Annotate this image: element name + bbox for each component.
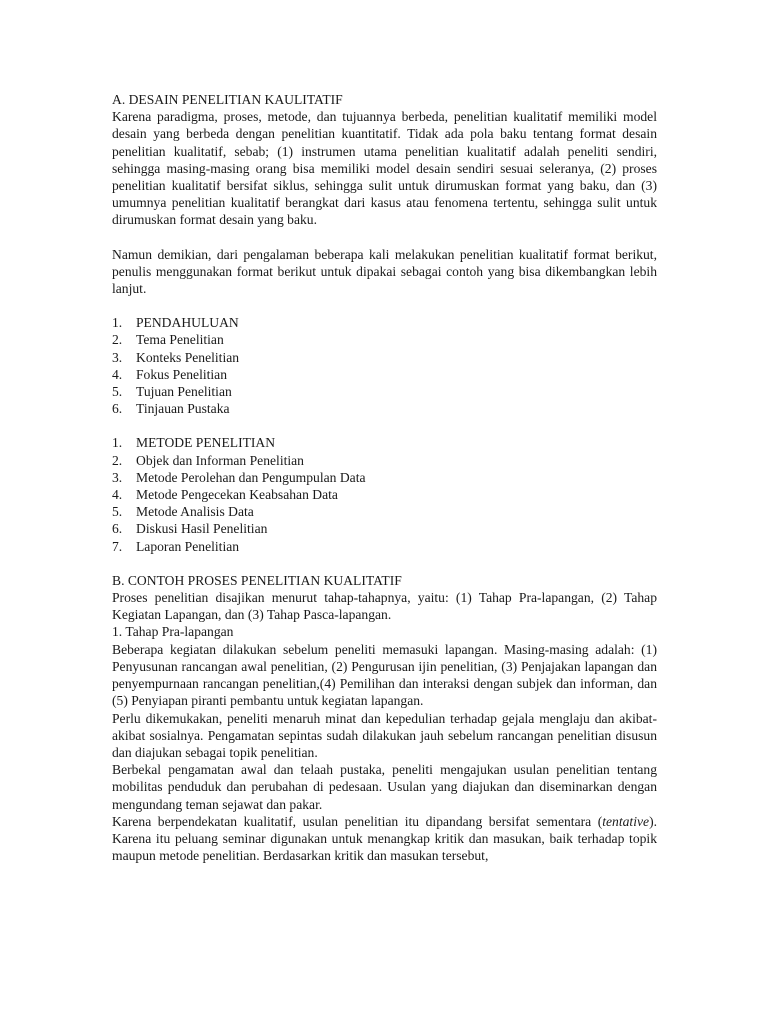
list-item (112, 538, 657, 555)
spacer (112, 297, 657, 314)
list-item-text: Konteks Penelitian (136, 349, 240, 365)
list-item-number: 5. (112, 504, 123, 520)
list-item-number: 2. (112, 332, 123, 348)
section-b-paragraph-3: Berbekal pengamatan awal dan telaah pustaka, peneliti mengajukan usulan penelitian tentang mobilitas penduduk dan perubahan di pedesaan. Usulan yang diajukan dan diseminarkan dengan mengundang teman sejawat dan pakar. (112, 762, 657, 812)
list-item-number: 1. (112, 435, 123, 451)
list-item-text: Diskusi Hasil Penelitian (136, 521, 268, 537)
section-b-paragraph-2: Perlu dikemukakan, peneliti menaruh minat dan kepedulian terhadap gejala menglaju dan akibat-akibat sosialnya. Pengamatan sepintas sudah dilakukan jauh sebelum rancangan penelitian disusun dan diajukan sebagai topik penelitian. (112, 710, 657, 760)
list-item (112, 349, 657, 366)
list-item-text: Tema Penelitian (136, 332, 224, 348)
list-item (112, 383, 657, 400)
section-b-heading: B. CONTOH PROSES PENELITIAN KUALITATIF (112, 572, 402, 588)
list-item-number: 4. (112, 366, 123, 382)
section-a-heading: A. DESAIN PENELITIAN KAULITATIF (112, 92, 343, 107)
list-item (112, 520, 657, 537)
list-item-number: 7. (112, 538, 123, 554)
list-item-number: 5. (112, 384, 123, 400)
list-item (112, 314, 657, 331)
list-item-text: Tujuan Penelitian (136, 384, 232, 400)
emphasis-text: tentative (602, 813, 650, 829)
list-item (112, 486, 657, 503)
list-item (112, 503, 657, 520)
outline-list-1 (112, 314, 657, 417)
section-a-paragraph-1: Karena paradigma, proses, metode, dan tujuannya berbeda, penelitian kualitatif memiliki model desain yang berbeda dengan penelitian kuantitatif. Tidak ada pola baku tentang format desain penelitian kualitatif, sebab; (1) instrumen utama penelitian kualitatif adalah peneliti sendiri, sehingga masing-masing orang bisa memiliki model desain sendiri sesuai seleranya, (2) proses penelitian kualitatif bersifat siklus, sehingga sulit untuk dirumuskan format yang baku, dan (3) umumnya penelitian kualitatif berangkat dari kasus atau fenomena tertentu, sehingga sulit untuk dirumuskan format desain yang baku. (112, 109, 657, 228)
list-item-text: Tinjauan Pustaka (136, 401, 230, 417)
list-item-number: 2. (112, 452, 123, 468)
list-item (112, 400, 657, 417)
list-item-text: PENDAHULUAN (136, 315, 239, 331)
section-b-intro: Proses penelitian disajikan menurut tahap-tahapnya, yaitu: (1) Tahap Pra-lapangan, (2) Tahap Kegiatan Lapangan, dan (3) Tahap Pasca-lapangan. (112, 590, 657, 623)
list-item-text: METODE PENELITIAN (136, 435, 276, 451)
list-item-number: 1. (112, 315, 123, 331)
paragraph-text: Karena berpendekatan kualitatif, usulan penelitian itu dipandang bersifat sementara ( (112, 813, 603, 829)
list-item (112, 452, 657, 469)
list-item-number: 3. (112, 469, 123, 485)
section-a-paragraph-2: Namun demikian, dari pengalaman beberapa kali melakukan penelitian kualitatif format berikut, penulis menggunakan format berikut untuk dipakai sebagai contoh yang bisa dikembangkan lebih lanjut. (112, 246, 657, 297)
section-b-paragraph-4 (112, 813, 657, 865)
spacer (112, 229, 657, 246)
list-item (112, 366, 657, 383)
list-item-text: Fokus Penelitian (136, 366, 228, 382)
document-page (112, 91, 657, 864)
list-item-text: Metode Analisis Data (136, 504, 254, 520)
outline-list-2 (112, 434, 657, 554)
list-item-number: 3. (112, 349, 123, 365)
spacer (112, 417, 657, 434)
subsection-heading: 1. Tahap Pra-lapangan (112, 624, 234, 640)
list-item-text: Objek dan Informan Penelitian (136, 452, 304, 468)
section-b-paragraph-1: Beberapa kegiatan dilakukan sebelum peneliti memasuki lapangan. Masing-masing adalah: (1) Penyusunan rancangan awal penelitian, (2) Pengurusan ijin penelitian, (3) Penjajakan lapangan dan penyempurnaan rancangan penelitian,(4) Pemilihan dan interaksi dengan subjek dan informan, dan (5) Penyiapan piranti pembantu untuk kegiatan lapangan. (112, 641, 657, 709)
list-item-text: Metode Perolehan dan Pengumpulan Data (136, 469, 366, 485)
list-item-number: 6. (112, 521, 123, 537)
list-item-text: Laporan Penelitian (136, 538, 240, 554)
paragraph-text: ). Karena itu peluang seminar digunakan untuk menangkap kritik dan masukan, baik terhadap topik maupun metode penelitian. Berdasarkan kritik dan masukan tersebut, (112, 813, 657, 864)
list-item-number: 6. (112, 401, 123, 417)
spacer (112, 555, 657, 572)
list-item-number: 4. (112, 487, 123, 503)
list-item (112, 434, 657, 451)
list-item (112, 469, 657, 486)
list-item-text: Metode Pengecekan Keabsahan Data (136, 487, 338, 503)
list-item (112, 331, 657, 348)
